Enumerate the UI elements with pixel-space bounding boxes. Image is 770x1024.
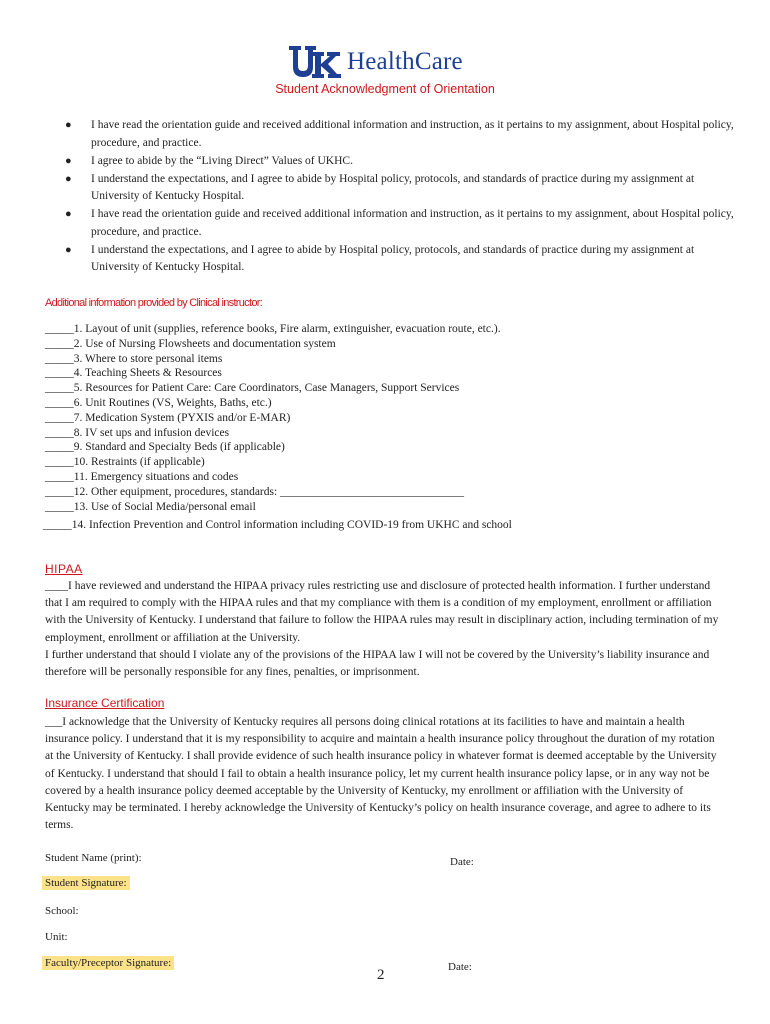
checklist-item[interactable]: _____13. Use of Social Media/personal email [45, 500, 256, 513]
list-item: ● I understand the expectations, and I agree to abide by Hospital policy, protocols, and standards of practice during my assignment at University of Kentucky Hospital. [65, 243, 695, 273]
additional-info-heading: Additional information provided by Clinical instructor: [45, 297, 263, 309]
ukhc-logo [288, 44, 463, 80]
logo-text: HealthCare [347, 48, 463, 75]
student-name-field[interactable]: Student Name (print): [45, 852, 142, 864]
hipaa-liability-paragraph: I further understand that should I violate any of the provisions of the HIPAA law I will not be covered by the University’s liability insurance and therefore will be personally responsible for any fines, penalties, or imprisonment. [45, 649, 710, 679]
page-title: Student Acknowledgment of Orientation [275, 82, 495, 96]
bullet-icon: ● [65, 154, 72, 167]
checklist-item[interactable]: _____12. Other equipment, procedures, standards: ________________________________ [45, 485, 465, 498]
instructor-checklist [45, 322, 745, 533]
student-signature-field[interactable]: Student Signature: [42, 876, 130, 890]
checklist-item[interactable]: _____10. Restraints (if applicable) [45, 456, 205, 469]
school-field[interactable]: School: [45, 905, 79, 917]
faculty-signature-field[interactable]: Faculty/Preceptor Signature: [42, 956, 174, 970]
checklist-item[interactable]: _____9. Standard and Specialty Beds (if applicable) [45, 441, 285, 454]
hipaa-paragraph: ____I have reviewed and understand the HIPAA privacy rules restricting use and disclosure of protected health information. I further understand that I am required to comply with the HIPAA rules and that my compliance with them is a condition of my employment, enrollment or affiliation with the University of Kentucky. I understand that failure to follow the HIPAA rules may result in disciplinary action, including termination of my employment, enrollment or affiliation at the University. [45, 580, 719, 644]
insurance-heading: Insurance Certification [45, 696, 165, 710]
bullet-icon: ● [65, 119, 72, 131]
list-item: ● I have read the orientation guide and received additional information and instruction, as it pertains to my assignment, about Hospital policy, procedure, and practice. [65, 208, 734, 238]
checklist-item[interactable]: _____14. Infection Prevention and Control information including COVID-19 from UKHC and school [43, 519, 512, 532]
checklist-item[interactable]: _____7. Medication System (PYXIS and/or E-MAR) [45, 411, 291, 424]
date-field[interactable]: Date: [450, 856, 474, 868]
list-item: ● I understand the expectations, and I agree to abide by Hospital policy, protocols, and standards of practice during my assignment at University of Kentucky Hospital. [65, 172, 695, 202]
bullet-icon: ● [65, 243, 72, 256]
uk-logo-icon [288, 44, 342, 80]
checklist-item[interactable]: _____6. Unit Routines (VS, Weights, Baths, etc.) [45, 396, 272, 409]
page-number: 2 [377, 967, 385, 983]
bullet-icon: ● [65, 172, 72, 185]
list-item: ● I agree to abide by the “Living Direct” Values of UKHC. [56, 153, 736, 171]
checklist-item[interactable]: _____4. Teaching Sheets & Resources [45, 367, 222, 380]
checklist-item[interactable]: _____5. Resources for Patient Care: Care Coordinators, Case Managers, Support Services [45, 382, 460, 395]
checklist-item[interactable]: _____3. Where to store personal items [45, 352, 223, 365]
checklist-item[interactable]: _____1. Layout of unit (supplies, reference books, Fire alarm, extinguisher, evacuation route, etc.). [45, 323, 501, 335]
insurance-paragraph: ___I acknowledge that the University of Kentucky requires all persons doing clinical rotations at its facilities to have and maintain a health insurance policy. I understand that it is my responsibility to acquire and maintain a health insurance policy throughout the duration of my rotation at the University of Kentucky. I shall provide evidence of such health insurance policy in whatever format is deemed acceptable by the University of Kentucky. I understand that should I fail to obtain a health insurance policy, let my current health insurance policy lapse, or in any way not be covered by a health insurance policy deemed acceptable by the University of Kentucky, my enrollment or affiliation with the University of Kentucky may be terminated. I hereby acknowledge the University of Kentucky’s policy on health insurance coverage, and agree to adhere to its terms. [45, 716, 717, 832]
bullet-icon: ● [65, 208, 72, 220]
hipaa-heading: HIPAA [45, 562, 83, 576]
checklist-item[interactable]: _____11. Emergency situations and codes [45, 470, 239, 483]
checklist-item[interactable]: _____2. Use of Nursing Flowsheets and documentation system [45, 337, 336, 350]
checklist-item[interactable]: _____8. IV set ups and infusion devices [45, 426, 230, 439]
acknowledgment-list [56, 117, 736, 277]
unit-field[interactable]: Unit: [45, 931, 68, 943]
date-field[interactable]: Date: [448, 961, 472, 973]
list-item: ● I have read the orientation guide and received additional information and instruction, as it pertains to my assignment, about Hospital policy, procedure, and practice. [65, 119, 734, 149]
